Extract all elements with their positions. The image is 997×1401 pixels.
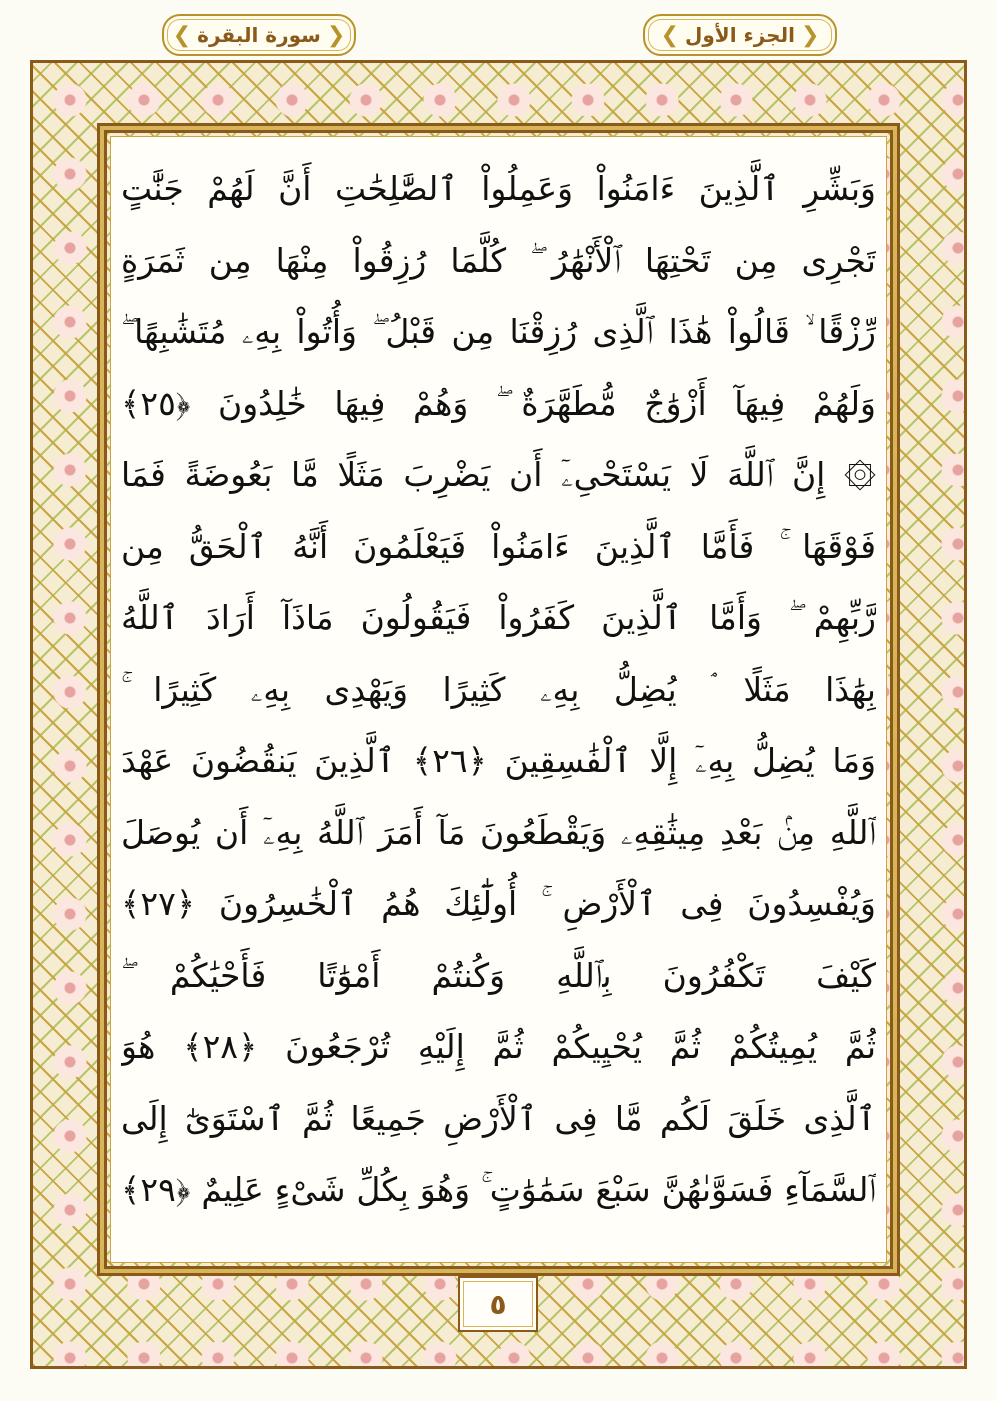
left-curl-ornament-icon: ❮	[660, 22, 680, 48]
verse-line: رِّزْقًا ۙ قَالُواْ هَٰذَا ٱلَّذِى رُزِقْنَا مِن قَبْلُ ۖ وَأُتُواْ بِهِۦ مُتَشَٰبِهًا ۖ	[121, 312, 876, 351]
left-curl-ornament-icon: ❮	[172, 22, 192, 48]
verse-line: رَّبِّهِمْ ۖ وَأَمَّا ٱلَّذِينَ كَفَرُواْ فَيَقُولُونَ مَاذَآ أَرَادَ ٱللَّهُ	[121, 598, 876, 637]
verse-line: ٱللَّهِ مِنۢ بَعْدِ مِيثَٰقِهِۦ وَيَقْطَعُونَ مَآ أَمَرَ ٱللَّهُ بِهِۦٓ أَن يُوصَلَ	[121, 812, 876, 852]
verse-line: ثُمَّ يُمِيتُكُمْ ثُمَّ يُحْيِيكُمْ ثُمَّ إِلَيْهِ تُرْجَعُونَ ﴿٢٨﴾ هُوَ	[121, 1027, 876, 1066]
verse-line: وَلَهُمْ فِيهَآ أَزْوَٰجٌ مُّطَهَّرَةٌ ۖ وَهُمْ فِيهَا خَٰلِدُونَ ﴿٢٥﴾	[121, 383, 876, 423]
verse-line: بِهَٰذَا مَثَلًا ۘ يُضِلُّ بِهِۦ كَثِيرًا وَيَهْدِى بِهِۦ كَثِيرًا ۚ	[121, 669, 876, 709]
verse-line: فَوْقَهَا ۚ فَأَمَّا ٱلَّذِينَ ءَامَنُواْ فَيَعْلَمُونَ أَنَّهُ ٱلْحَقُّ مِن	[121, 526, 876, 566]
verse-line: وَمَا يُضِلُّ بِهِۦٓ إِلَّا ٱلْفَٰسِقِينَ ﴿٢٦﴾ ٱلَّذِينَ يَنقُضُونَ عَهْدَ	[121, 741, 876, 780]
right-curl-ornament-icon: ❯	[800, 22, 820, 48]
quran-text-panel	[110, 136, 887, 1263]
juz-name: الجزء الأول	[685, 23, 795, 47]
juz-name-header	[643, 14, 837, 56]
verse-line: تَجْرِى مِن تَحْتِهَا ٱلْأَنْهَٰرُ ۖ كُلَّمَا رُزِقُواْ مِنْهَا مِن ثَمَرَةٍ	[121, 240, 876, 280]
page-number	[458, 1276, 538, 1332]
right-curl-ornament-icon: ❯	[326, 22, 346, 48]
verse-line: ٱلَّذِى خَلَقَ لَكُم مَّا فِى ٱلْأَرْضِ جَمِيعًا ثُمَّ ٱسْتَوَىٰٓ إِلَى	[121, 1098, 876, 1138]
verse-line: ۞ إِنَّ ٱللَّهَ لَا يَسْتَحْىِۦٓ أَن يَضْرِبَ مَثَلًا مَّا بَعُوضَةً فَمَا	[121, 455, 876, 494]
verse-line: ٱلسَّمَآءِ فَسَوَّىٰهُنَّ سَبْعَ سَمَٰوَٰتٍ ۚ وَهُوَ بِكُلِّ شَىْءٍ عَلِيمٌ ﴿٢٩﴾	[121, 1170, 876, 1209]
surah-name: سورة البقرة	[197, 23, 321, 47]
verse-line: كَيْفَ تَكْفُرُونَ بِٱللَّهِ وَكُنتُمْ أَمْوَٰتًا فَأَحْيَٰكُمْ ۖ	[121, 955, 876, 995]
verse-line: وَبَشِّرِ ٱلَّذِينَ ءَامَنُواْ وَعَمِلُواْ ٱلصَّٰلِحَٰتِ أَنَّ لَهُمْ جَنَّٰتٍ	[121, 169, 876, 208]
page-number-text: ٥	[489, 1287, 507, 1321]
surah-name-header	[162, 14, 356, 56]
verse-line: وَيُفْسِدُونَ فِى ٱلْأَرْضِ ۚ أُولَٰٓئِكَ هُمُ ٱلْخَٰسِرُونَ ﴿٢٧﴾	[121, 884, 876, 923]
